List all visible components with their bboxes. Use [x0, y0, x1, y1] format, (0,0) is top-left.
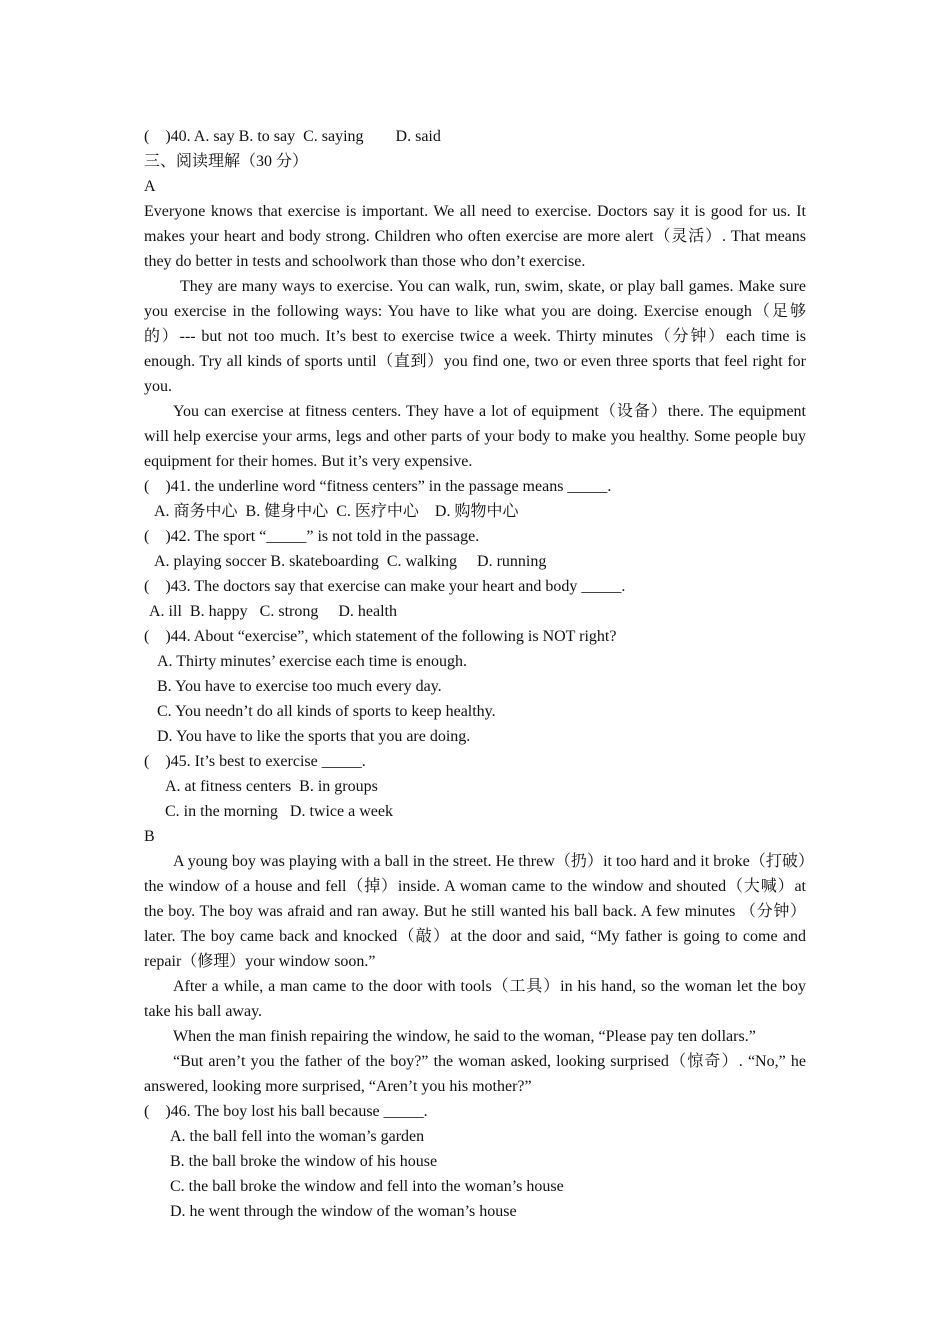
question-stem: ( )42. The sport “_____” is not told in the passage. [144, 528, 480, 545]
passage-paragraph: A young boy was playing with a ball in the street. He threw（扔）it too hard and it broke（打破）the window of a house and fell（掉）inside. A woman came to the window and shouted（大喊）at the boy. The boy was afraid and ran away. But he still wanted his ball back. A few minutes （分钟）later. The boy came back and knocked（敲）at the door and said, “My father is going to come and repair（修理）your window soon.” [144, 853, 806, 970]
option-line: D. he went through the window of the woman’s house [170, 1203, 517, 1220]
question-stem: ( )43. The doctors say that exercise can make your heart and body _____. [144, 578, 626, 595]
option-line: B. the ball broke the window of his house [170, 1153, 438, 1170]
question-options [144, 549, 806, 574]
passage-paragraph: After a while, a man came to the door with tools（工具）in his hand, so the woman let the boy take his ball away. [144, 978, 806, 1020]
question-stem: ( )46. The boy lost his ball because _____. [144, 1103, 428, 1120]
passage-paragraph: “But aren’t you the father of the boy?” the woman asked, looking surprised（惊奇）. “No,” he answered, looking more surprised, “Aren’t you his mother?” [144, 1053, 806, 1095]
question-41 [144, 474, 806, 524]
question-options [144, 649, 806, 749]
passage-label: B [144, 828, 155, 845]
passage-paragraph: Everyone knows that exercise is important. We all need to exercise. Doctors say it is good for us. It makes your heart and body strong. Children who often exercise are more alert（灵活）. That means they do better in tests and schoolwork than those who don’t exercise. [144, 203, 806, 270]
question-stem: ( )41. the underline word “fitness centers” in the passage means _____. [144, 478, 612, 495]
option-line: A. Thirty minutes’ exercise each time is enough. [157, 653, 467, 670]
question-42 [144, 524, 806, 574]
option-line: A. the ball fell into the woman’s garden [170, 1128, 425, 1145]
question-40: ( )40. A. say B. to say C. saying D. said [144, 128, 441, 145]
option-line: C. You needn’t do all kinds of sports to keep healthy. [157, 703, 496, 720]
option-line: B. You have to exercise too much every day. [157, 678, 442, 695]
passage-b [144, 824, 806, 1099]
passage-label: A [144, 178, 156, 195]
passage-paragraph: When the man finish repairing the window, he said to the woman, “Please pay ten dollars.” [173, 1028, 756, 1045]
option-line: C. in the morning D. twice a week [165, 803, 393, 820]
question-options [144, 599, 806, 624]
option-line: A. ill B. happy C. strong D. health [149, 603, 397, 620]
passage-paragraph: They are many ways to exercise. You can walk, run, swim, skate, or play ball games. Make sure you exercise in the following ways: You have to like what you are doing. Exercise enough（足够的）--- but not too much. It’s best to exercise twice a week. Thirty minutes（分钟）each time is enough. Try all kinds of sports until（直到）you find one, two or even three sports that feel right for you. [144, 278, 806, 395]
question-stem: ( )45. It’s best to exercise _____. [144, 753, 366, 770]
option-line: A. 商务中心 B. 健身中心 C. 医疗中心 D. 购物中心 [154, 503, 519, 520]
question-options [144, 774, 806, 824]
question-stem: ( )44. About “exercise”, which statement of the following is NOT right? [144, 628, 617, 645]
section-heading: 三、阅读理解（30 分） [144, 153, 309, 170]
question-43 [144, 574, 806, 624]
question-44 [144, 624, 806, 749]
question-46 [144, 1099, 806, 1224]
option-line: C. the ball broke the window and fell into the woman’s house [170, 1178, 564, 1195]
question-options [144, 499, 806, 524]
question-45 [144, 749, 806, 824]
document-page [144, 124, 806, 1224]
passage-paragraph: You can exercise at fitness centers. They have a lot of equipment（设备）there. The equipment will help exercise your arms, legs and other parts of your body to make you healthy. Some people buy equipment for their homes. But it’s very expensive. [144, 403, 806, 470]
passage-a [144, 174, 806, 474]
option-line: D. You have to like the sports that you are doing. [157, 728, 471, 745]
question-options [144, 1124, 806, 1224]
option-line: A. playing soccer B. skateboarding C. walking D. running [154, 553, 547, 570]
option-line: A. at fitness centers B. in groups [165, 778, 378, 795]
